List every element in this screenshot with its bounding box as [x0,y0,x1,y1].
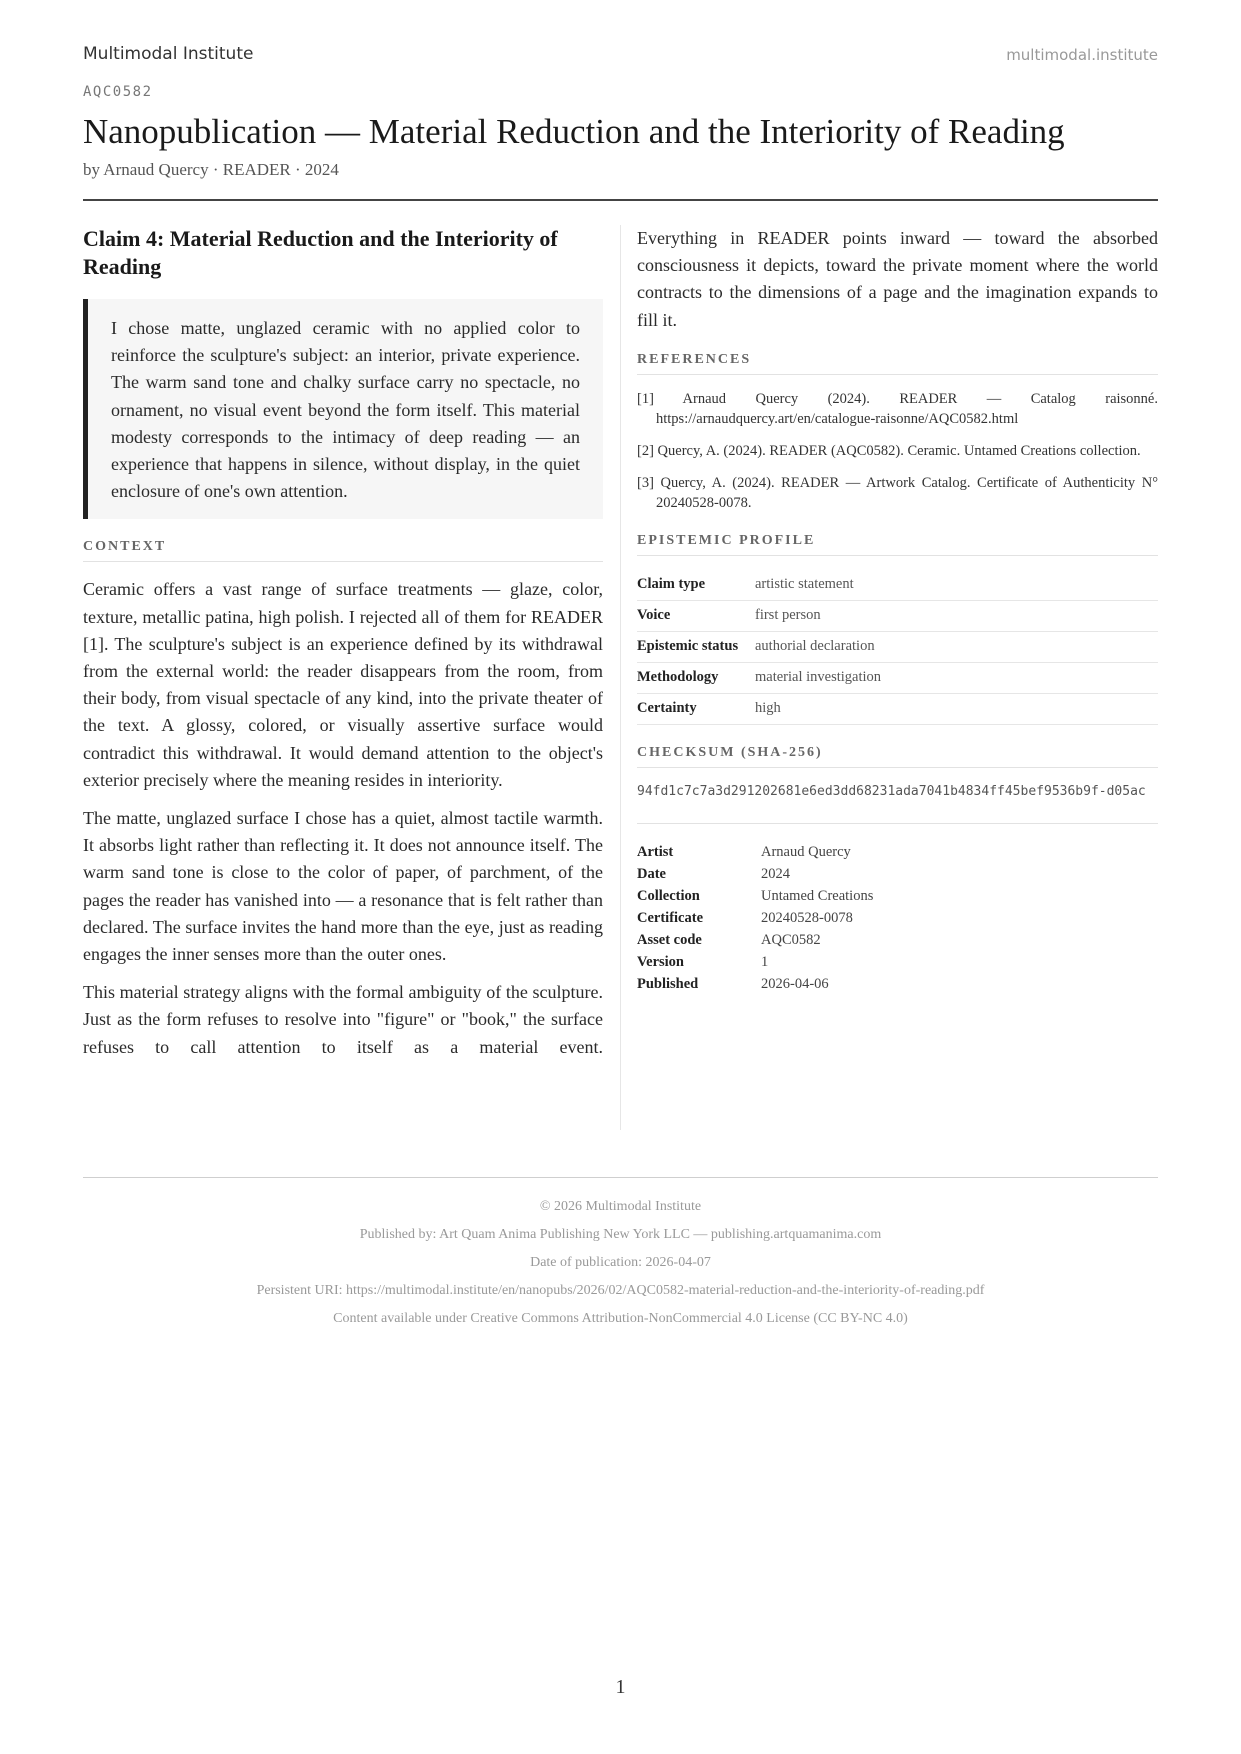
header-divider [83,199,1158,201]
footer-publisher: Published by: Art Quam Anima Publishing New York LLC — publishing.artquamanima.com [359,1227,882,1242]
meta-key: Version [637,953,684,970]
meta-value: AQC0582 [761,931,821,948]
meta-key: Collection [637,887,700,904]
meta-value: Untamed Creations [761,887,874,904]
meta-key: Published [637,975,699,992]
reference-item: [1] Arnaud Quercy (2024). READER — Catalog raisonné. https://arnaudquercy.art/en/catalogue-raisonne/AQC0582.html [637,390,1158,427]
references-heading: REFERENCES [637,352,1158,375]
context-heading: CONTEXT [83,539,603,562]
right-column [637,225,1158,996]
meta-key: Date [637,865,666,882]
table-row [637,600,1158,631]
meta-value: 2024 [761,865,790,882]
table-row [637,886,1158,908]
table-row [637,864,1158,886]
page-header [83,44,1158,68]
table-row [637,952,1158,974]
meta-key: Certificate [637,909,704,926]
institute-domain: multimodal.institute [1006,46,1158,64]
profile-key: Certainty [637,693,755,724]
meta-value: Arnaud Quercy [761,843,851,860]
footer-persistent-uri: Persistent URI: https://multimodal.institute/en/nanopubs/2026/02/AQC0582-material-reduction-and-the-interiority-of-reading.pdf [256,1283,985,1298]
context-paragraph: The matte, unglazed surface I chose has a quiet, almost tactile warmth. It absorbs light rather than reflecting it. It does not announce itself. The warm sand tone is close to the color of paper, of parchment, of the pages the reader has vanished into — a resonance that is felt rather than declared. The surface invites the hand more than the eye, just as reading engages the inner senses more than the outer ones. [83,808,603,965]
claim-title: Claim 4: Material Reduction and the Interiority of Reading [83,226,558,279]
meta-value: 20240528-0078 [761,909,853,926]
context-continuation: Everything in READER points inward — toward the absorbed consciousness it depicts, toward the private moment where the world contracts to the dimensions of a page and the imagination expands to fill it. [637,228,1158,330]
institute-name: Multimodal Institute [83,44,254,64]
table-row [637,908,1158,930]
table-row [637,930,1158,952]
table-row [637,662,1158,693]
asset-code: AQC0582 [83,84,153,100]
epistemic-profile-table [637,570,1158,725]
metadata-table [637,842,1158,996]
table-row [637,693,1158,724]
context-paragraph: Ceramic offers a vast range of surface treatments — glaze, color, texture, metallic patina, high polish. I rejected all of them for READER [1]. The sculpture's subject is an experience defined by its withdrawal from the external world: the reader disappears from the room, from their body, from visual spectacle of any kind, into the private theater of the text. A glossy, colored, or visually assertive surface would contradict this withdrawal. It would demand attention to the object's exterior precisely where the meaning resides in interiority. [83,579,603,790]
profile-key: Claim type [637,570,755,601]
byline: by Arnaud Quercy · READER · 2024 [83,160,339,179]
meta-key: Artist [637,843,674,860]
table-row [637,974,1158,996]
references-list [637,389,1158,513]
checksum-value: 94fd1c7c7a3d291202681e6ed3dd68231ada7041b4834ff45bef9536b9f-d05ac [637,782,1158,824]
document-page [83,0,1158,1754]
footer-publication-date: Date of publication: 2026-04-07 [530,1255,711,1270]
profile-key: Voice [637,600,755,631]
checksum-heading: CHECKSUM (SHA-256) [637,745,1158,768]
profile-value: material investigation [755,662,1158,693]
profile-value: artistic statement [755,570,1158,601]
profile-key: Epistemic status [637,631,755,662]
table-row [637,842,1158,864]
footer-license: Content available under Creative Commons Attribution-NonCommercial 4.0 License (CC BY-NC 4.0) [333,1311,908,1326]
context-paragraph: This material strategy aligns with the formal ambiguity of the sculpture. Just as the form refuses to resolve into "figure" or "book," the surface refuses to call attention to itself as a material event. [83,982,603,1057]
table-row [637,570,1158,601]
profile-value: high [755,693,1158,724]
reference-item: [3] Quercy, A. (2024). READER — Artwork Catalog. Certificate of Authenticity N° 20240528-0078. [637,474,1158,511]
meta-value: 1 [761,953,769,970]
claim-quote: I chose matte, unglazed ceramic with no applied color to reinforce the sculpture's subject: an interior, private experience. The warm sand tone and chalky surface carry no spectacle, no ornament, no visual event beyond the form itself. This material modesty corresponds to the intimacy of deep reading — an experience that happens in silence, without display, in the quiet enclosure of one's own attention. [83,299,603,519]
meta-value: 2026-04-06 [761,975,829,992]
page-title: Nanopublication — Material Reduction and the Interiority of Reading [83,112,1065,151]
page-number: 1 [615,1676,626,1698]
profile-value: authorial declaration [755,631,1158,662]
reference-item: [2] Quercy, A. (2024). READER (AQC0582). Ceramic. Untamed Creations collection. [637,442,1141,459]
table-row [637,631,1158,662]
profile-value: first person [755,600,1158,631]
profile-key: Methodology [637,662,755,693]
footer-divider [83,1177,1158,1178]
epistemic-profile-heading: EPISTEMIC PROFILE [637,533,1158,556]
meta-key: Asset code [637,931,702,948]
column-divider [620,225,621,1130]
footer-copyright: © 2026 Multimodal Institute [539,1199,702,1214]
left-column [83,225,603,1072]
page-footer [83,1193,1158,1333]
